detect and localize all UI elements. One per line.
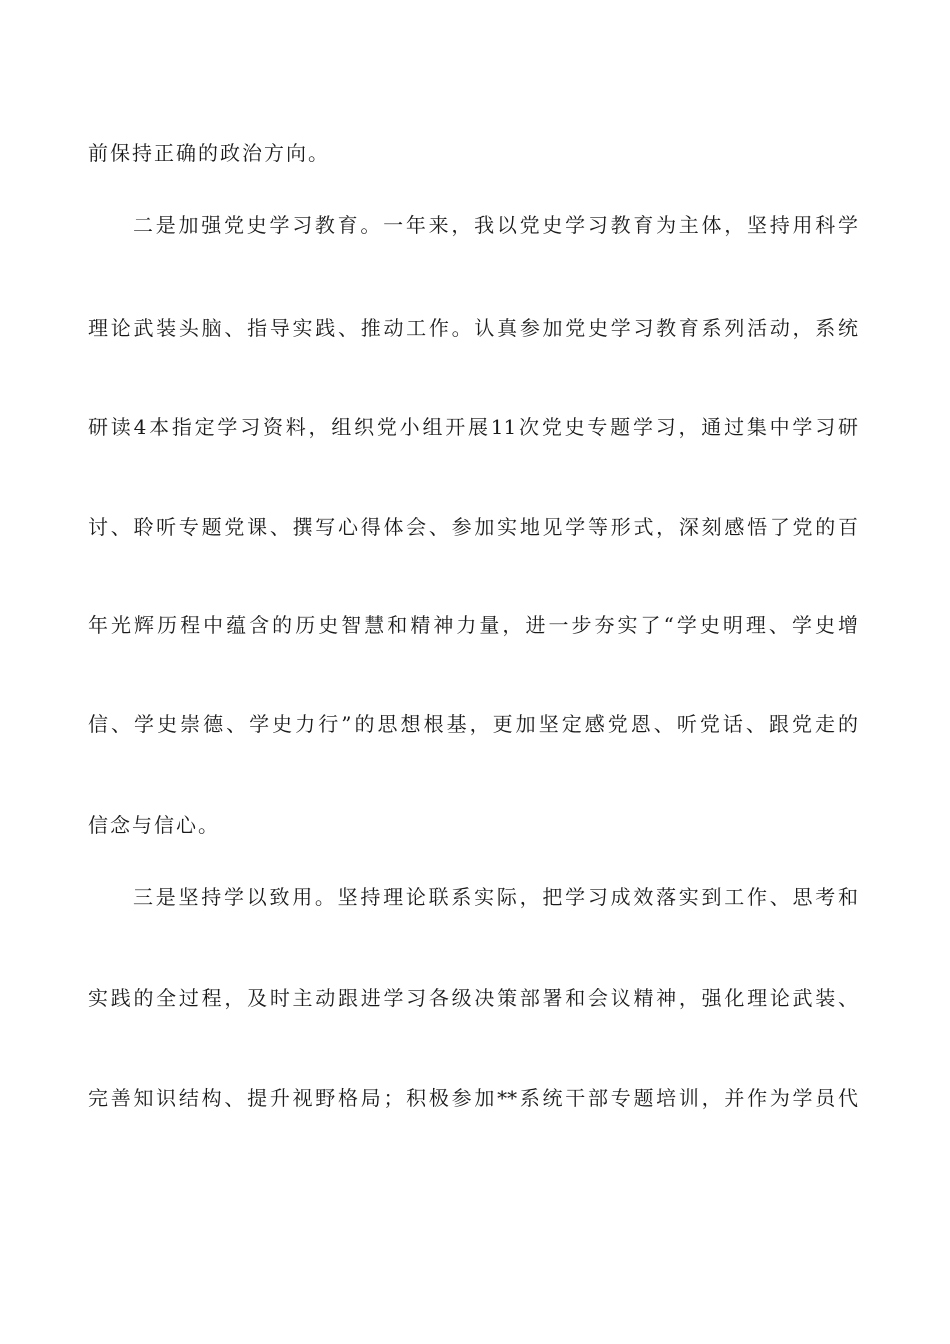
- paragraph-line: 信念与信心。: [88, 813, 220, 837]
- paragraph-line: 完善知识结构、提升视野格局；积极参加**系统干部专题培训，并作为学员代: [88, 1086, 858, 1110]
- paragraph-line: 年光辉历程中蕴含的历史智慧和精神力量，进一步夯实了“学史明理、学史增: [88, 613, 858, 637]
- paragraph-line: 前保持正确的政治方向。: [88, 141, 330, 165]
- paragraph-line: 实践的全过程，及时主动跟进学习各级决策部署和会议精神，强化理论武装、: [88, 986, 858, 1010]
- paragraph-line: 理论武装头脑、指导实践、推动工作。认真参加党史学习教育系列活动，系统: [88, 316, 858, 340]
- paragraph-line: 信、学史崇德、学史力行”的思想根基，更加坚定感党恩、听党话、跟党走的: [88, 712, 858, 736]
- paragraph-line: 三是坚持学以致用。坚持理论联系实际，把学习成效落实到工作、思考和: [133, 885, 858, 909]
- paragraph-line: 二是加强党史学习教育。一年来，我以党史学习教育为主体，坚持用科学: [133, 213, 858, 237]
- paragraph-line: 研读4本指定学习资料，组织党小组开展11次党史专题学习，通过集中学习研: [88, 415, 858, 439]
- paragraph-line: 讨、聆听专题党课、撰写心得体会、参加实地见学等形式，深刻感悟了党的百: [88, 515, 858, 539]
